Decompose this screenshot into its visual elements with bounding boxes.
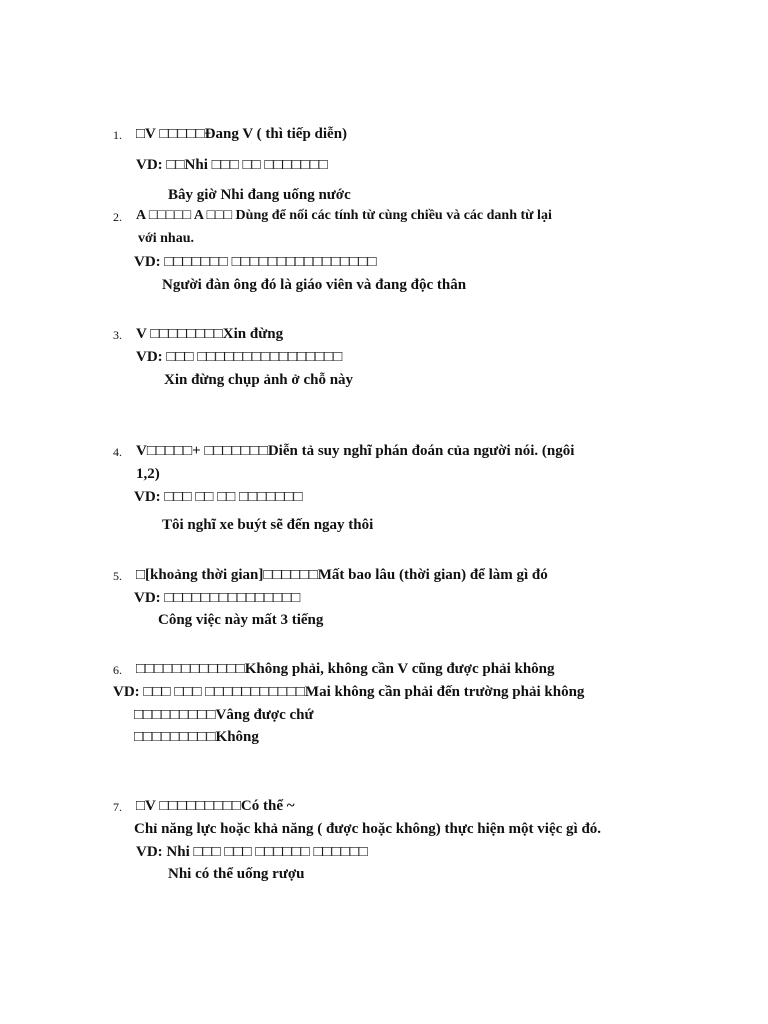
- example-translation: Tôi nghĩ xe buýt sẽ đến ngay thôi: [162, 517, 374, 533]
- grammar-heading: □V □□□□□Đang V ( thì tiếp diễn): [136, 126, 348, 142]
- example-translation: Xin đừng chụp ảnh ở chỗ này: [164, 372, 354, 388]
- grammar-heading: □[khoảng thời gian]□□□□□□Mất bao lâu (thời gian) để làm gì đó: [136, 567, 548, 583]
- item-number: 5.: [113, 569, 122, 583]
- example-sentence: VD: □□□ □□□ □□□□□□□□□□□Mai không cần phải đến trường phải không: [113, 684, 585, 700]
- example-translation: Công việc này mất 3 tiếng: [158, 612, 324, 628]
- answer-yes: □□□□□□□□□Vâng được chứ: [134, 707, 314, 723]
- grammar-heading: V□□□□□+ □□□□□□□Diễn tả suy nghĩ phán đoán của người nói. (ngôi: [136, 443, 575, 459]
- example-translation: Người đàn ông đó là giáo viên và đang độc thân: [162, 277, 467, 293]
- grammar-heading: A □□□□□ A □□□ Dùng để nối các tính từ cùng chiều và các danh từ lại: [136, 208, 552, 223]
- grammar-heading-continuation: 1,2): [136, 466, 160, 482]
- item-number: 1.: [113, 128, 122, 142]
- example-sentence: VD: □□□ □□□□□□□□□□□□□□□□: [136, 349, 343, 365]
- example-sentence: VD: □□Nhi □□□ □□ □□□□□□□: [136, 157, 328, 173]
- grammar-description: Chỉ năng lực hoặc khả năng ( được hoặc không) thực hiện một việc gì đó.: [134, 821, 602, 837]
- item-number: 6.: [113, 663, 122, 677]
- answer-no: □□□□□□□□□Không: [134, 729, 259, 745]
- grammar-heading: □□□□□□□□□□□□Không phải, không cần V cũng được phải không: [136, 661, 555, 677]
- example-sentence: VD: □□□□□□□ □□□□□□□□□□□□□□□□: [134, 254, 377, 270]
- example-translation: Nhi có thể uống rượu: [168, 866, 305, 882]
- example-sentence: VD: □□□ □□ □□ □□□□□□□: [134, 489, 303, 505]
- item-number: 3.: [113, 328, 122, 342]
- grammar-heading: V □□□□□□□□Xin đừng: [136, 326, 284, 342]
- grammar-heading: □V □□□□□□□□□Có thể ~: [136, 798, 295, 814]
- item-number: 4.: [113, 445, 122, 459]
- example-sentence: VD: □□□□□□□□□□□□□□□: [134, 590, 301, 606]
- item-number: 7.: [113, 800, 122, 814]
- example-translation: Bây giờ Nhi đang uống nước: [168, 187, 351, 203]
- grammar-heading-continuation: với nhau.: [138, 231, 194, 246]
- item-number: 2.: [113, 210, 122, 224]
- example-sentence: VD: Nhi □□□ □□□ □□□□□□ □□□□□□: [136, 844, 368, 860]
